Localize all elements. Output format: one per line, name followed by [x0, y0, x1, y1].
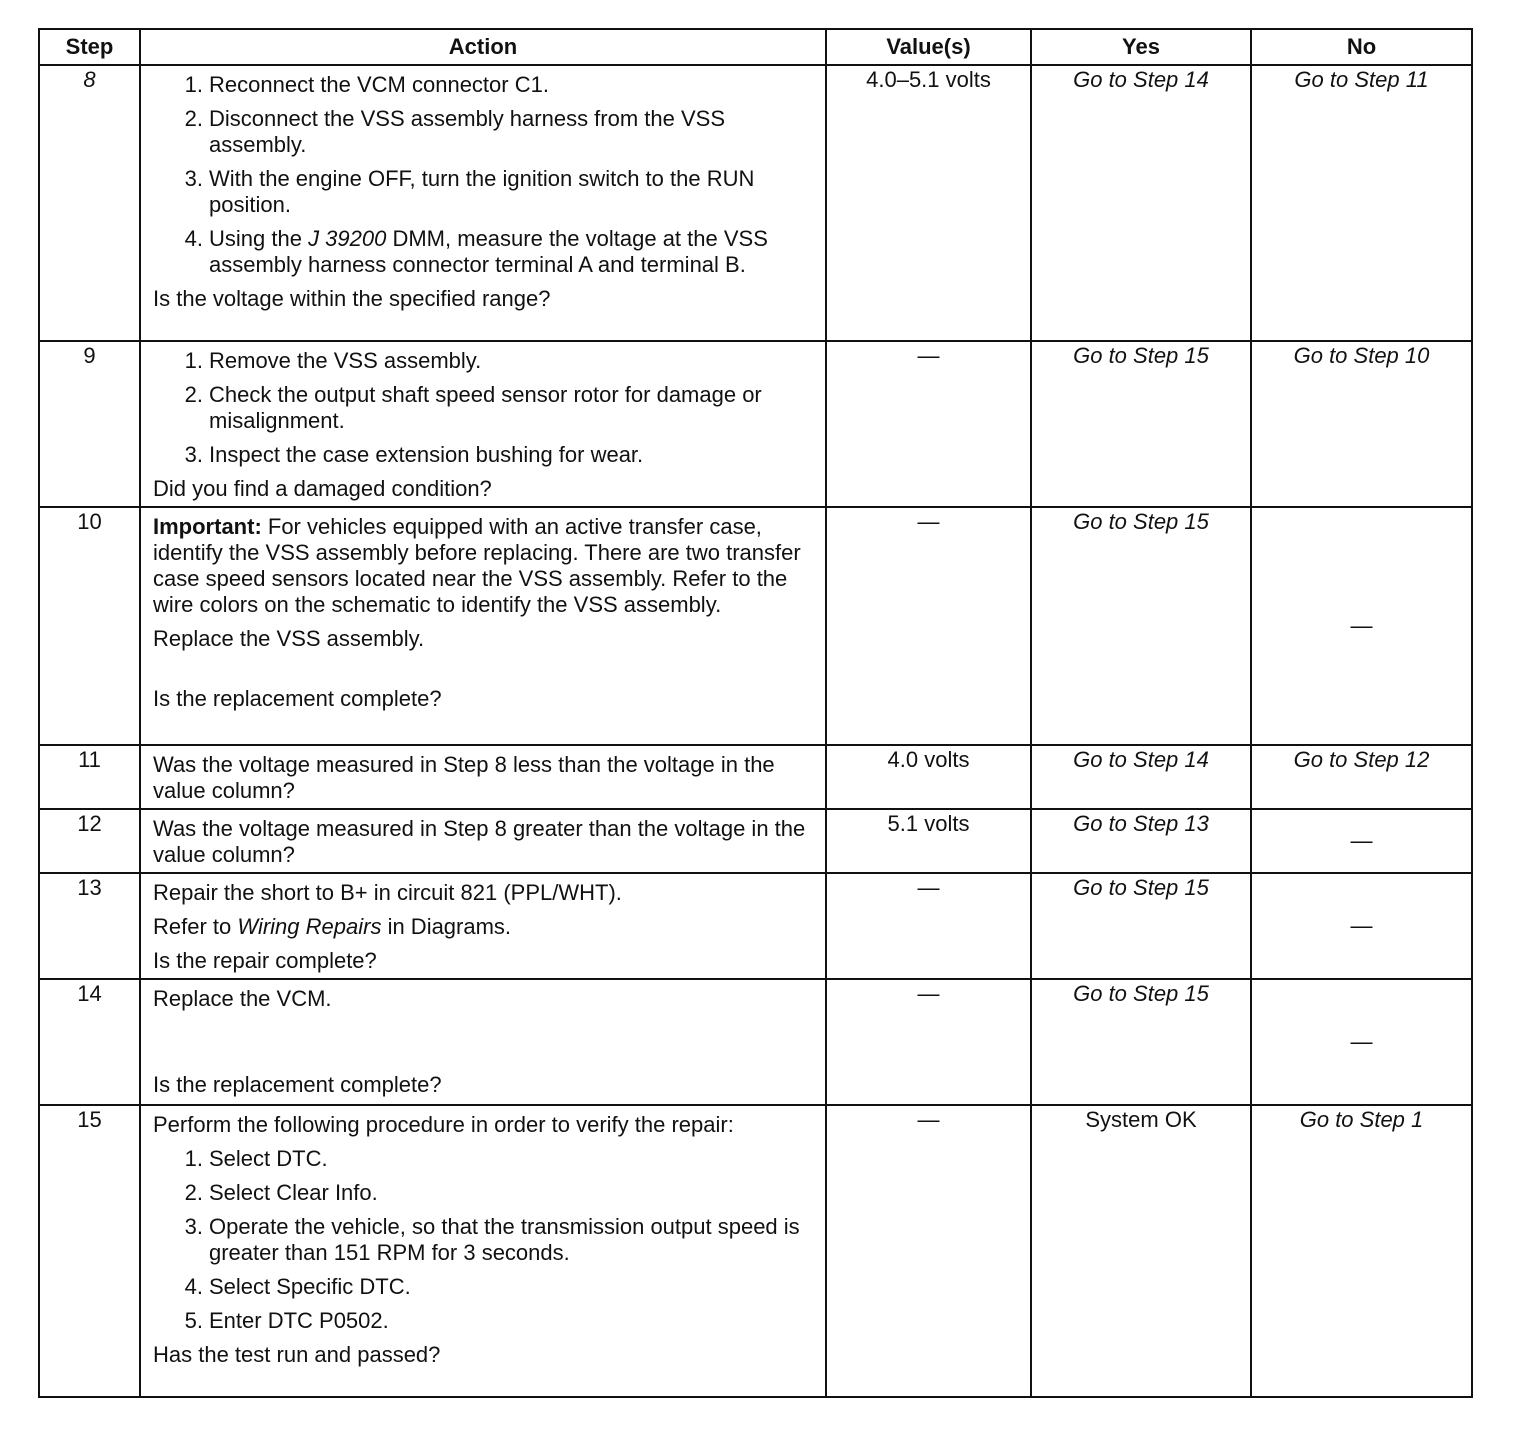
question-text: Is the replacement complete? [153, 1072, 442, 1097]
question-text: Was the voltage measured in Step 8 greater than the voltage in the value column? [153, 816, 806, 867]
step-row-10 [39, 507, 1472, 745]
yes-cell: Go to Step 13 [1031, 809, 1251, 873]
value-cell: — [826, 507, 1031, 745]
action-list [153, 1146, 815, 1334]
value-cell: — [826, 979, 1031, 1105]
list-item: 4. Using the J 39200 DMM, measure the voltage at the VSS assembly harness connector terminal A and terminal B. [184, 226, 768, 277]
no-cell: Go to Step 10 [1251, 341, 1472, 507]
action-cell [140, 809, 826, 873]
value-cell: — [826, 873, 1031, 979]
header-yes: Yes [1031, 29, 1251, 65]
value-cell: 4.0 volts [826, 745, 1031, 809]
yes-cell: Go to Step 14 [1031, 65, 1251, 341]
step-number: 15 [39, 1105, 140, 1397]
action-cell [140, 745, 826, 809]
list-item: 3. Operate the vehicle, so that the transmission output speed is greater than 151 RPM for 3 seconds. [184, 1214, 800, 1265]
step-row-9 [39, 341, 1472, 507]
no-cell: — [1251, 873, 1472, 979]
yes-cell: Go to Step 15 [1031, 341, 1251, 507]
question-text: Is the repair complete? [153, 948, 377, 973]
step-number: 10 [39, 507, 140, 745]
header-row [39, 29, 1472, 65]
step-row-11 [39, 745, 1472, 809]
question-text: Is the replacement complete? [153, 686, 442, 711]
value-cell: — [826, 1105, 1031, 1397]
action-cell [140, 1105, 826, 1397]
value-cell: 5.1 volts [826, 809, 1031, 873]
question-text: Is the voltage within the specified range? [153, 286, 551, 311]
step-number: 14 [39, 979, 140, 1105]
action-list [153, 72, 815, 278]
list-item: 4. Select Specific DTC. [184, 1274, 411, 1299]
action-cell [140, 65, 826, 341]
action-list [153, 348, 815, 468]
no-cell: Go to Step 1 [1251, 1105, 1472, 1397]
yes-cell: System OK [1031, 1105, 1251, 1397]
step-row-15 [39, 1105, 1472, 1397]
no-cell: — [1251, 809, 1472, 873]
document-reference: Wiring Repairs [237, 914, 382, 939]
list-item: 2. Select Clear Info. [184, 1180, 378, 1205]
header-no: No [1251, 29, 1472, 65]
question-text: Has the test run and passed? [153, 1342, 441, 1367]
action-intro: Perform the following procedure in order to verify the repair: [153, 1112, 734, 1137]
action-line: Repair the short to B+ in circuit 821 (PPL/WHT). [153, 880, 622, 905]
step-number: 13 [39, 873, 140, 979]
step-row-14 [39, 979, 1472, 1105]
list-item: 3. Inspect the case extension bushing for wear. [184, 442, 644, 467]
list-item: 1. Reconnect the VCM connector C1. [184, 72, 549, 97]
important-label: Important: [153, 514, 262, 539]
no-cell: — [1251, 507, 1472, 745]
question-text: Did you find a damaged condition? [153, 476, 492, 501]
no-cell: — [1251, 979, 1472, 1105]
header-action: Action [140, 29, 826, 65]
header-values: Value(s) [826, 29, 1031, 65]
question-text: Was the voltage measured in Step 8 less than the voltage in the value column? [153, 752, 775, 803]
step-number: 9 [39, 341, 140, 507]
list-item: 2. Check the output shaft speed sensor rotor for damage or misalignment. [184, 382, 762, 433]
action-line: Refer to Wiring Repairs in Diagrams. [153, 914, 512, 939]
action-line: Replace the VSS assembly. [153, 626, 425, 651]
list-item: 1. Select DTC. [184, 1146, 328, 1171]
action-cell [140, 979, 826, 1105]
list-item: 5. Enter DTC P0502. [184, 1308, 389, 1333]
action-cell [140, 341, 826, 507]
no-cell: Go to Step 11 [1251, 65, 1472, 341]
yes-cell: Go to Step 14 [1031, 745, 1251, 809]
value-cell: 4.0–5.1 volts [826, 65, 1031, 341]
yes-cell: Go to Step 15 [1031, 873, 1251, 979]
diagnostic-table [38, 28, 1473, 1398]
action-line: Replace the VCM. [153, 986, 332, 1011]
action-cell [140, 507, 826, 745]
step-row-12 [39, 809, 1472, 873]
yes-cell: Go to Step 15 [1031, 507, 1251, 745]
value-cell: — [826, 341, 1031, 507]
action-cell [140, 873, 826, 979]
no-cell: Go to Step 12 [1251, 745, 1472, 809]
list-item: 1. Remove the VSS assembly. [184, 348, 482, 373]
yes-cell: Go to Step 15 [1031, 979, 1251, 1105]
list-item: 3. With the engine OFF, turn the ignition switch to the RUN position. [184, 166, 755, 217]
step-number: 11 [39, 745, 140, 809]
step-row-13 [39, 873, 1472, 979]
important-note: Important: For vehicles equipped with an active transfer case, identify the VSS assembly before replacing. There are two transfer case speed sensors located near the VSS assembly. Refer to the wire colors on the schematic to identify the VSS assembly. [153, 514, 801, 617]
header-step: Step [39, 29, 140, 65]
step-number: 12 [39, 809, 140, 873]
step-row-8 [39, 65, 1472, 341]
tool-reference: J 39200 [308, 226, 387, 251]
step-number: 8 [39, 65, 140, 341]
list-item: 2. Disconnect the VSS assembly harness from the VSS assembly. [184, 106, 726, 157]
